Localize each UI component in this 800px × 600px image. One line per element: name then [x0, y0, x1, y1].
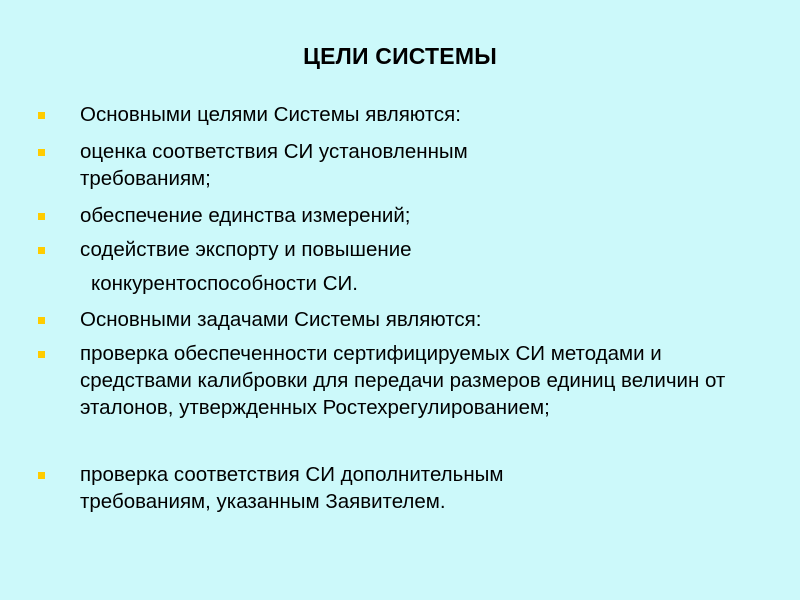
square-bullet-icon — [38, 247, 45, 254]
square-bullet-icon — [38, 213, 45, 220]
list-item — [38, 236, 758, 263]
list-item-text: содействие экспорту и повышение — [80, 238, 412, 261]
list-item-text: Основными целями Системы являются: — [80, 103, 461, 126]
square-bullet-icon — [38, 112, 45, 119]
list-item — [38, 138, 598, 192]
square-bullet-icon — [38, 472, 45, 479]
square-bullet-icon — [38, 317, 45, 324]
list-item — [38, 461, 638, 515]
square-bullet-icon — [38, 149, 45, 156]
list-item — [38, 306, 758, 333]
list-item-text: обеспечение единства измерений; — [80, 204, 411, 227]
list-item-text: оценка соответствия СИ установленным требованиям; — [80, 140, 468, 190]
list-item-continuation — [38, 270, 758, 297]
list-item-text: конкурентоспособности СИ. — [91, 272, 358, 295]
slide-title: ЦЕЛИ СИСТЕМЫ — [303, 43, 497, 69]
list-item — [38, 101, 758, 128]
list-item-text: проверка обеспеченности сертифицируемых СИ методами и средствами калибровки для передачи размеров единиц величин от эталонов, утвержденных Ростехрегулированием; — [80, 342, 726, 419]
list-item-text: Основными задачами Системы являются: — [80, 308, 482, 331]
list-item — [38, 340, 758, 421]
list-item — [38, 202, 758, 229]
list-item-text: проверка соответствия СИ дополнительным требованиям, указанным Заявителем. — [80, 463, 504, 513]
square-bullet-icon — [38, 351, 45, 358]
